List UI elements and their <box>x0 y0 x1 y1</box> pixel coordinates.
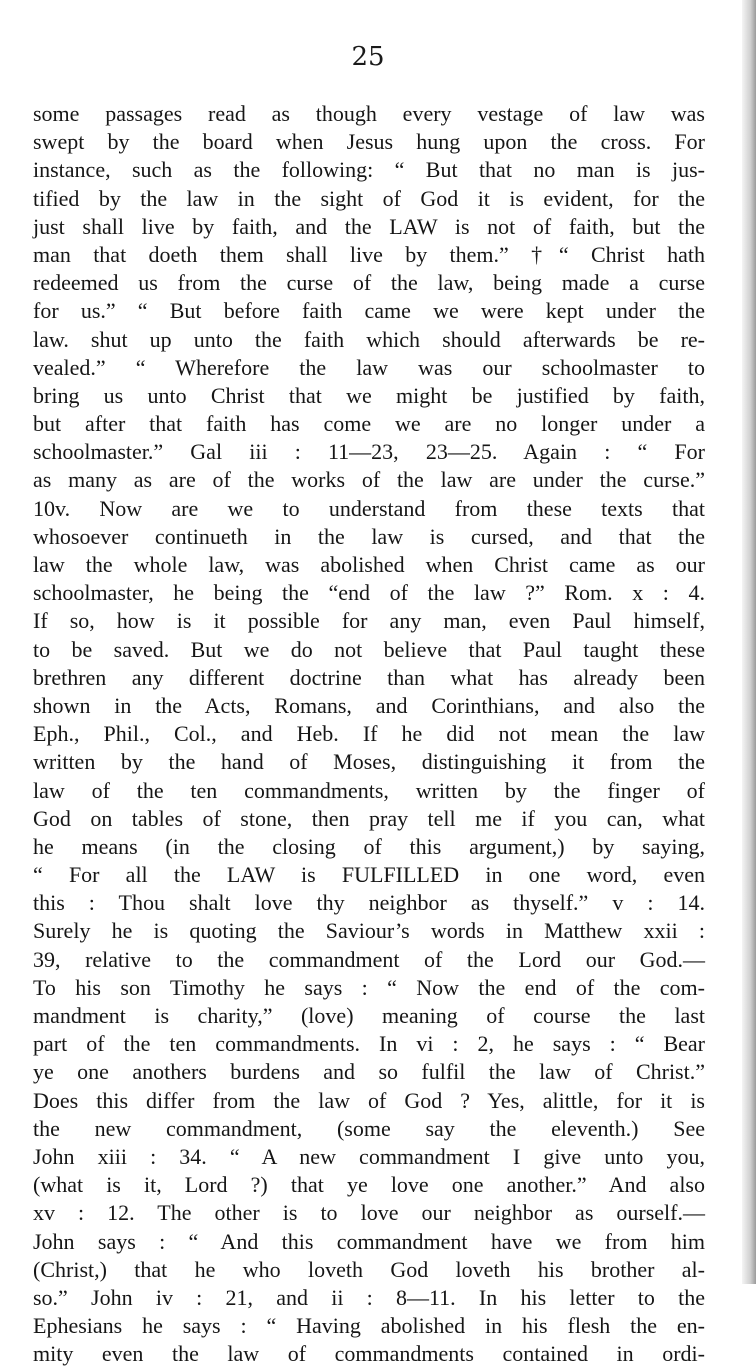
text-line: the new commandment, (some say the eleventh.) See <box>33 1115 705 1141</box>
text-line: some passages read as though every vestage of law was <box>33 101 705 126</box>
text-line: ye one anothers burdens and so fulfil the law of Christ.” <box>33 1059 705 1085</box>
text-line: law of the ten commandments, written by the finger of <box>33 777 705 803</box>
text-line: “ For all the LAW is FULFILLED in one word, even <box>33 862 705 888</box>
text-line: for us.” “ But before faith came we were kept under the <box>33 298 705 324</box>
page-number: 25 <box>351 42 385 72</box>
text-line: part of the ten commandments. In vi : 2, he says : “ Bear <box>33 1031 705 1057</box>
text-line: swept by the board when Jesus hung upon the cross. For <box>33 129 705 155</box>
text-line: written by the hand of Moses, distinguishing it from the <box>33 749 705 775</box>
text-line: redeemed us from the curse of the law, being made a curse <box>33 270 705 296</box>
text-line: vealed.” “ Wherefore the law was our schoolmaster to <box>33 354 705 380</box>
text-line: instance, such as the following: “ But that no man is jus- <box>33 157 705 183</box>
text-line: as many as are of the works of the law are under the curse.” <box>33 467 705 493</box>
text-line: bring us unto Christ that we might be justified by faith, <box>33 382 705 408</box>
text-line: tified by the law in the sight of God it is evident, for the <box>33 185 705 211</box>
page-edge-shadow <box>742 0 756 1284</box>
text-line: 10v. Now are we to understand from these texts that <box>33 495 705 521</box>
text-line: so.” John iv : 21, and ii : 8—11. In his letter to the <box>33 1284 705 1310</box>
text-line: he means (in the closing of this argument,) by saying, <box>33 833 705 859</box>
text-line: man that doeth them shall live by them.” †“ Christ hath <box>33 241 705 267</box>
text-line: shown in the Acts, Romans, and Corinthians, and also the <box>33 692 705 718</box>
text-line: schoolmaster.” Gal iii : 11—23, 23—25. Again : “ For <box>33 439 705 465</box>
text-line: just shall live by faith, and the LAW is not of faith, but the <box>33 213 705 239</box>
text-line: Eph., Phil., Col., and Heb. If he did not mean the law <box>33 721 705 747</box>
text-line: Ephesians he says : “ Having abolished in his flesh the en- <box>33 1313 705 1339</box>
text-line: law the whole law, was abolished when Christ came as our <box>33 552 705 577</box>
text-line: Surely he is quoting the Saviour’s words in Matthew xxii : <box>33 918 705 944</box>
text-line: xv : 12. The other is to love our neighbor as ourself.— <box>33 1200 705 1226</box>
text-line: to be saved. But we do not believe that Paul taught these <box>33 636 705 662</box>
text-line: mandment is charity,” (love) meaning of course the last <box>33 1003 705 1028</box>
text-line: law. shut up unto the faith which should afterwards be re- <box>33 326 705 352</box>
text-line: schoolmaster, he being the “end of the law ?” Rom. x : 4. <box>33 580 705 606</box>
text-line: (what is it, Lord ?) that ye love one another.” And also <box>33 1172 705 1198</box>
text-line: (Christ,) that he who loveth God loveth his brother al- <box>33 1256 705 1282</box>
text-line: 39, relative to the commandment of the Lord our God.— <box>33 946 705 972</box>
text-line: If so, how is it possible for any man, even Paul himself, <box>33 608 705 634</box>
text-line: God on tables of stone, then pray tell me if you can, what <box>33 805 705 831</box>
text-line: John says : “ And this commandment have we from him <box>33 1228 705 1254</box>
text-line: To his son Timothy he says : “ Now the end of the com- <box>33 974 705 1000</box>
text-line: but after that faith has come we are no longer under a <box>33 411 705 437</box>
text-line: John xiii : 34. “ A new commandment I give unto you, <box>33 1143 705 1169</box>
text-line: whosoever continueth in the law is cursed, and that the <box>33 523 705 549</box>
text-line: mity even the law of commandments contained in ordi- <box>33 1341 705 1367</box>
text-line: this : Thou shalt love thy neighbor as thyself.” v : 14. <box>33 890 705 916</box>
text-line: Does this differ from the law of God ? Yes, alittle, for it is <box>33 1087 705 1113</box>
text-line: brethren any different doctrine than what has already been <box>33 664 705 690</box>
body-text <box>33 100 705 1368</box>
